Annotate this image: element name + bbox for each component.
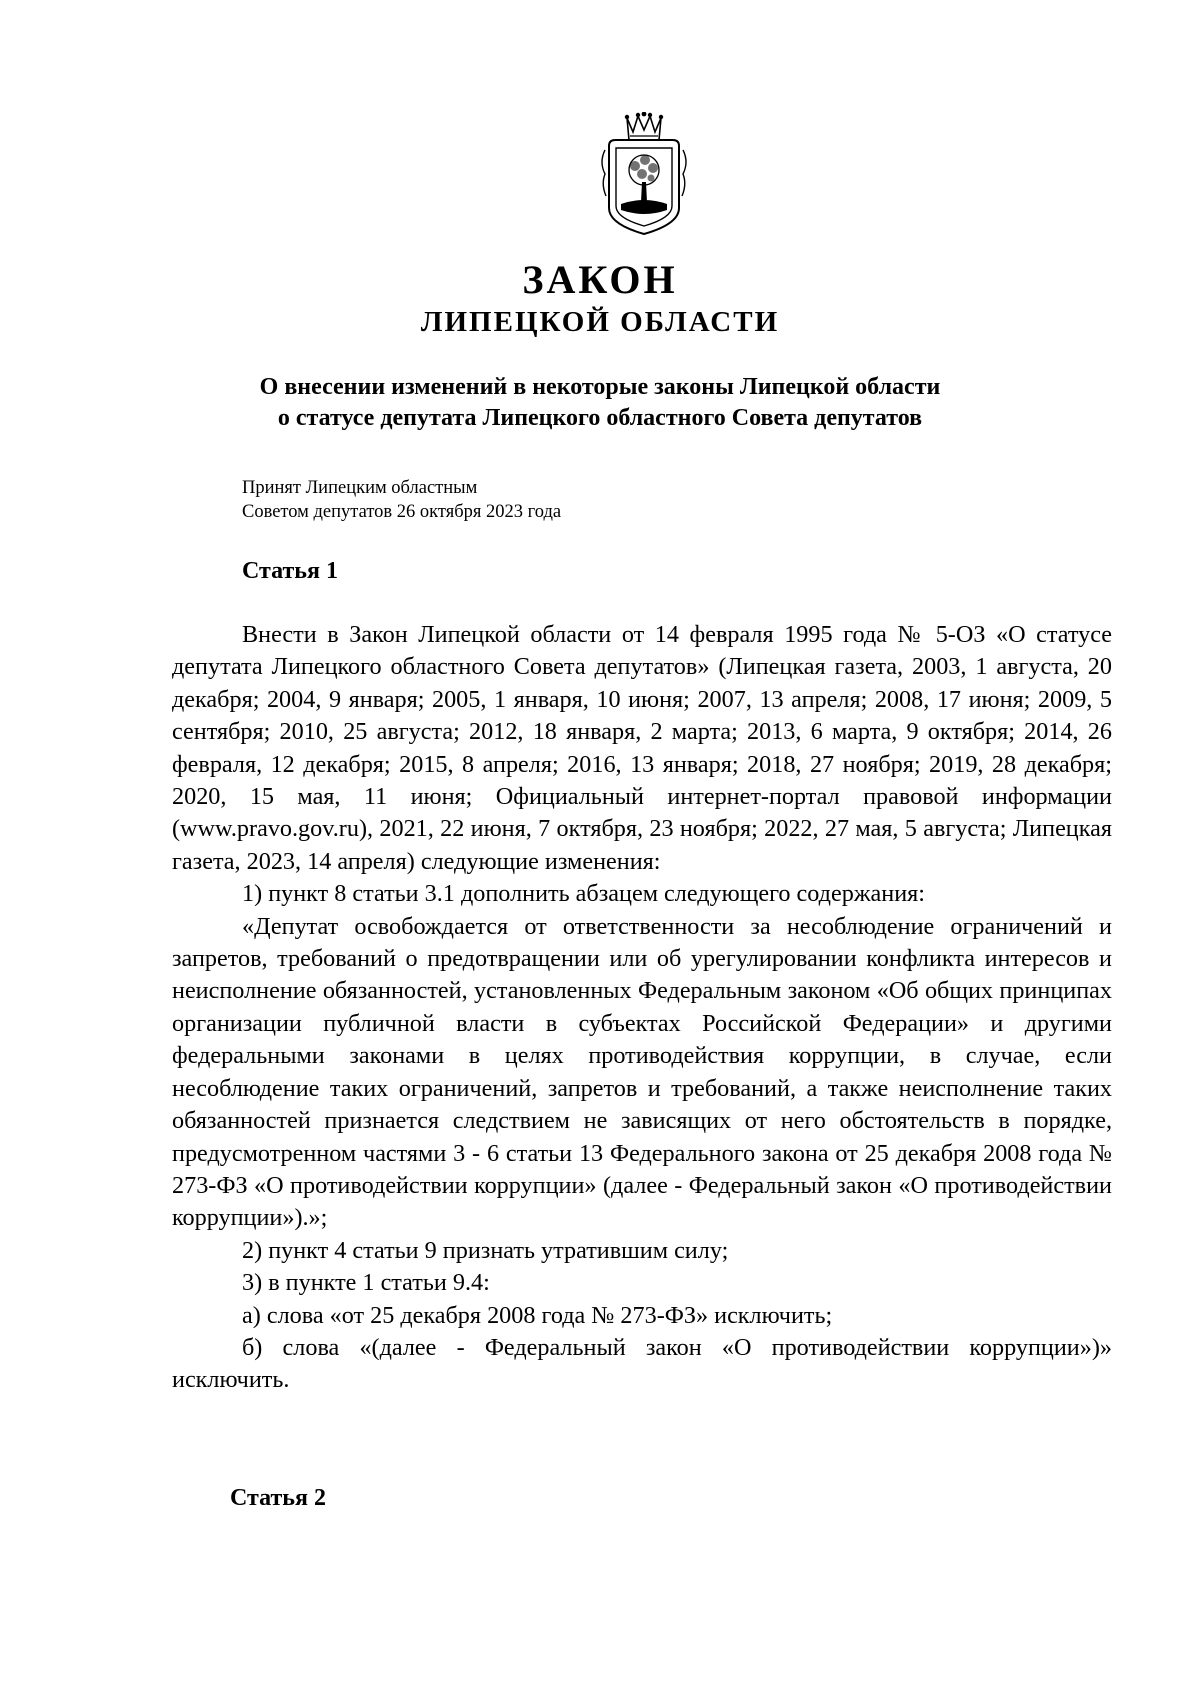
- law-title: ЗАКОН: [522, 257, 678, 302]
- article-1-title: Статья 1: [242, 558, 338, 584]
- article-1-paragraph: б) слова «(далее - Федеральный закон «О противодействии коррупции»)» исключить.: [172, 1333, 1112, 1394]
- article-2-title: Статья 2: [230, 1485, 326, 1511]
- article-1-paragraph: «Депутат освобождается от ответственности за несоблюдение ограничений и запретов, требований о предотвращении или об урегулировании конфликта интересов и неисполнение обязанностей, установленных Федеральным законом «Об общих принципах организации публичной власти в субъектах Российской Федерации» и другими федеральными законами в целях противодействия коррупции, в случае, если несоблюдение таких ограничений, запретов и требований, а также неисполнение таких обязанностей признается следствием не зависящих от него обстоятельств в порядке, предусмотренном частями 3 - 6 статьи 13 Федерального закона от 25 декабря 2008 года № 273-ФЗ «О противодействии коррупции» (далее - Федеральный закон «О противодействии коррупции»).»;: [172, 912, 1112, 1232]
- article-1-paragraph: 2) пункт 4 статьи 9 признать утратившим силу;: [242, 1236, 729, 1264]
- article-1-paragraph: Внести в Закон Липецкой области от 14 февраля 1995 года № 5-ОЗ «О статусе депутата Липецкого областного Совета депутатов» (Липецкая газета, 2003, 1 августа, 20 декабря; 2004, 9 января; 2005, 1 января, 10 июня; 2007, 13 апреля; 2008, 17 июня; 2009, 5 сентября; 2010, 25 августа; 2012, 18 января, 2 марта; 2013, 6 марта, 9 октября; 2014, 26 февраля, 12 декабря; 2015, 8 апреля; 2016, 13 января; 2018, 27 ноября; 2019, 28 декабря; 2020, 15 мая, 11 июня; Официальный интернет-портал правовой информации (www.pravo.gov.ru), 2021, 22 июня, 7 октября, 23 ноября; 2022, 27 мая, 5 августа; Липецкая газета, 2023, 14 апреля) следующие изменения:: [172, 621, 1112, 875]
- article-1-paragraph: 3) в пункте 1 статьи 9.4:: [242, 1269, 490, 1297]
- adoption-note-line-2: Советом депутатов 26 октября 2023 года: [242, 502, 562, 522]
- article-1-paragraph: а) слова «от 25 декабря 2008 года № 273-ФЗ» исключить;: [242, 1301, 833, 1329]
- adoption-note-line-1: Принят Липецким областным: [242, 478, 478, 498]
- law-heading-line-2: о статусе депутата Липецкого областного Совета депутатов: [277, 405, 923, 431]
- law-heading: [0, 372, 1200, 434]
- law-region: ЛИПЕЦКОЙ ОБЛАСТИ: [420, 306, 780, 338]
- article-1-body: [172, 619, 1112, 1397]
- adoption-note: [242, 476, 561, 524]
- lipetsk-coat-of-arms-icon: [597, 112, 691, 237]
- law-heading-line-1: О внесении изменений в некоторые законы Липецкой области: [259, 374, 941, 400]
- article-1-paragraph: 1) пункт 8 статьи 3.1 дополнить абзацем следующего содержания:: [242, 880, 926, 908]
